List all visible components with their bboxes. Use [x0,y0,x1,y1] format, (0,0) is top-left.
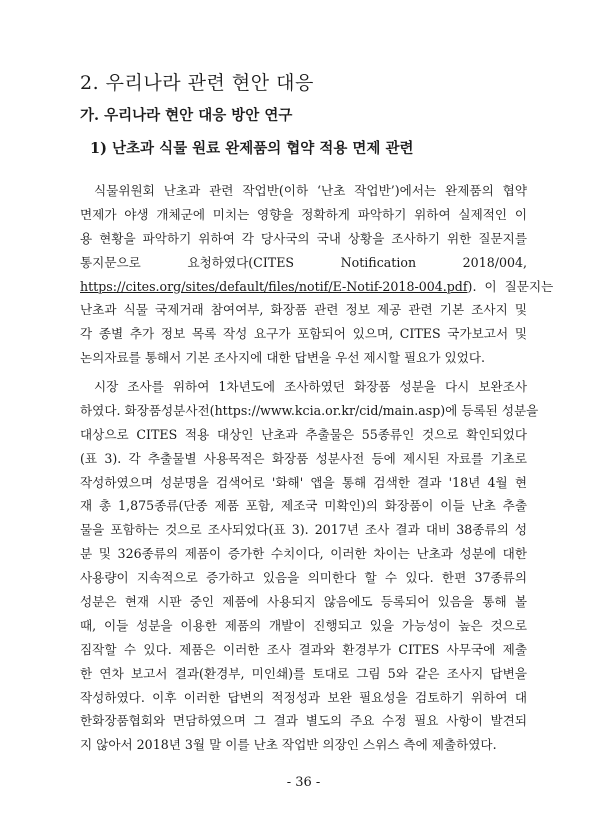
text-line: 난초과 식물 국제거래 참여여부, 화장품 관련 정보 제공 관련 기본 조사지 및 [80,302,527,318]
text-line: 짐작할 수 있다. 제품은 이러한 조사 결과와 환경부가 CITES 사무국에 제출 [80,641,527,657]
text-line: (표 3). 각 추출물별 사용목적은 화장품 성분사전 등에 제시된 자료를 기초로 [80,450,527,466]
text-line: 논의자료를 통해서 기본 조사지에 대한 답변을 우선 제시할 필요가 있었다. [80,350,485,366]
text-line: 통지문으로 요청하였다(CITES Notification 2018/004, [80,254,527,270]
subsection-heading: 가. 우리나라 현안 대응 방안 연구 [80,107,293,124]
text-line: 대상으로 CITES 적용 대상인 난초과 추출물은 55종류인 것으로 확인되었다 [80,426,527,442]
text-line: 시장 조사를 위하여 1차년도에 조사하였던 화장품 성분을 다시 보완조사 [94,379,527,394]
topic-heading: 1) 난초과 식물 원료 완제품의 협약 적용 면제 관련 [90,140,414,157]
text-line: 지 않아서 2018년 3월 말 이를 난초 작업반 의장인 스위스 측에 제출하였다. [80,737,497,753]
text-line: 용 현황을 파악하기 위하여 각 당사국의 국내 상황을 조사하기 위한 질문지를 [80,230,527,246]
text-line: 하였다. 화장품성분사전(https://www.kcia.or.kr/cid/main.asp)에 등록된 성분을 [80,402,539,418]
text-line: 식물위원회 난초과 관련 작업반(이하 ‘난초 작업반’)에서는 완제품의 협약 [94,183,527,198]
text-line: 재 총 1,875종류(단종 제품 포함, 제조국 미확인)의 화장품이 이들 난초 추출 [80,498,527,514]
text-line: 작성하였으며 성분명을 검색어로 '화해' 앱을 통해 검색한 결과 '18년 4월 현 [80,474,527,490]
text-line: 물을 포함하는 것으로 조사되었다(표 3). 2017년 조사 결과 대비 38종류의 성 [80,522,527,538]
text-line: 작성하였다. 이후 이러한 답변의 적정성과 보완 필요성을 검토하기 위하여 대 [80,689,527,705]
paragraph-2 [80,375,539,757]
section-heading: 2. 우리나라 관련 현안 대응 [80,72,314,94]
text-line: 각 종별 추가 정보 목록 작성 요구가 포함되어 있으며, CITES 국가보고서 및 [80,326,527,342]
text-line: 한 연차 보고서 결과(환경부, 미인쇄)를 토대로 그림 5와 같은 조사지 답변을 [80,665,527,681]
text-line: 면제가 야생 개체군에 미치는 영향을 정확하게 파악하기 위하여 실제적인 이 [80,206,527,222]
cites-notification-link[interactable]: https://cites.org/sites/default/files/notif/E-Notif-2018-004.pdf [80,278,468,294]
text-line: 사용량이 지속적으로 증가하고 있음을 의미한다 할 수 있다. 한편 37종류의 [80,570,527,586]
paragraph-1 [80,179,554,370]
text-line: 분 및 326종류의 제품이 증가한 수치이다, 이러한 차이는 난초과 성분에 대한 [80,546,527,562]
page-number: - 36 - [286,775,321,790]
text-line: 때, 이들 성분을 이용한 제품의 개발이 진행되고 있을 가능성이 높은 것으로 [80,617,527,633]
text-fragment: ). 이 질문지는 [467,278,554,294]
text-line [80,275,554,299]
text-line: 성분은 현재 시판 중인 제품에 사용되지 않음에도 등록되어 있음을 통해 볼 [80,594,527,610]
text-line: 한화장품협회와 면담하였으며 그 결과 별도의 주요 수정 필요 사항이 발견되 [80,713,527,729]
